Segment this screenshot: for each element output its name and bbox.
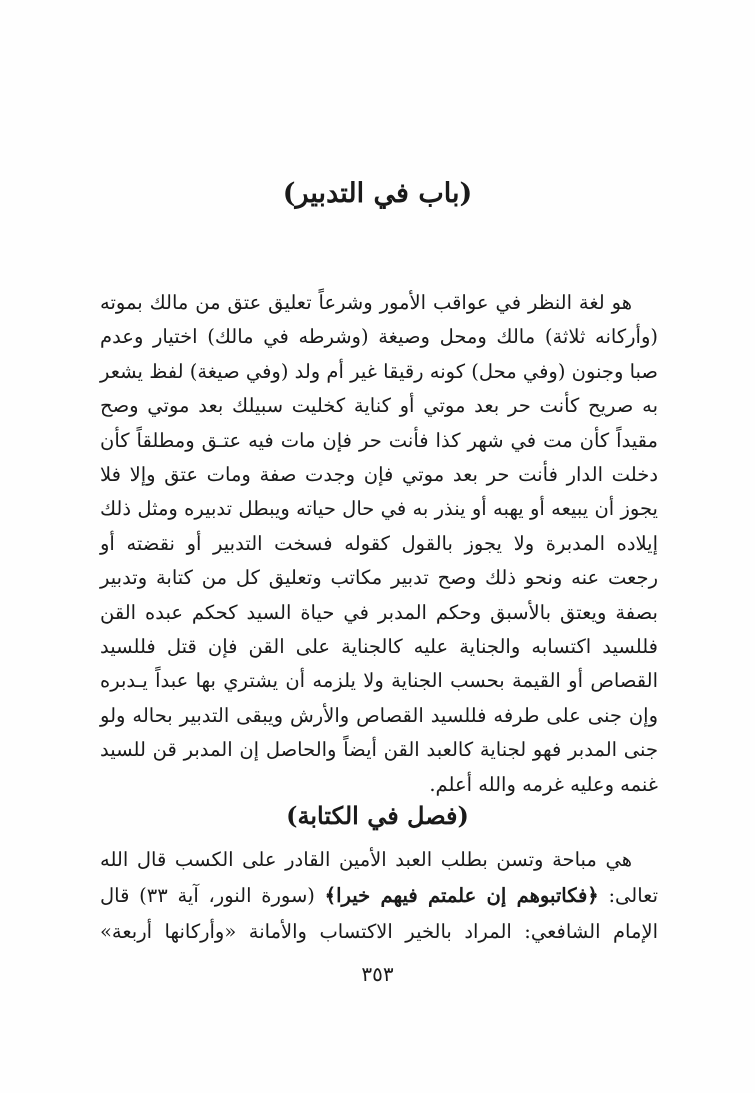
- section-paragraph: [100, 842, 658, 950]
- quran-verse: ﴿فكاتبوهم إن علمتم فيهم خيرا﴾: [324, 884, 599, 907]
- main-paragraph: هو لغة النظر في عواقب الأمور وشرعاً تعليق عتق من مالك بموته (وأركانه ثلاثة) مالك ومحل وصيغة (وشرطه في مالك) اختيار وعدم صبا وجنون (وفي محل) كونه رقيقا غير أم ولد (وفي صيغة) لفظ يشعر به صريح كأنت حر بعد موتي أو كناية كخليت سبيلك بعد موتي وصح مقيداً كأن مت في شهر كذا فأنت حر فإن مات فيه عتـق ومطلقاً كأن دخلت الدار فأنت حر بعد موتي فإن وجدت صفة ومات عتق وإلا فلا يجوز أن يبيعه أو يهبه أو ينذر به في حال حياته ويبطل تدبيره ومثل ذلك إيلاده المدبرة ولا يجوز بالقول كقوله فسخت التدبير أو نقضته أو رجعت عنه ونحو ذلك وصح تدبير مكاتب وتعليق كل من كتابة وتدبير بصفة ويعتق بالأسبق وحكم المدبر في حياة السيد كحكم عبده القن فللسيد اكتسابه والجناية عليه كالجناية على القن فإن قتل فللسيد القصاص أو القيمة بحسب الجناية ولا يلزمه أن يشتري بها عبداً يـدبره وإن جنى على طرفه فللسيد القصاص والأرش ويبقى التدبير بحاله ولو جنى المدبر فهو لجناية كالعبد القن أيضاً والحاصل إن المدبر قن للسيد غنمه وعليه غرمه والله أعلم.: [100, 291, 658, 796]
- chapter-title: (باب في التدبير): [282, 178, 473, 209]
- main-text-block: [100, 286, 658, 802]
- page-number: ٣٥٣: [361, 962, 394, 986]
- section-text-after: (سورة النور، آية ٣٣) قال الإمام الشافعي: المراد بالخير الاكتساب والأمانة «وأركانها أربعة»: [100, 884, 658, 943]
- section-text-block: [100, 842, 658, 950]
- section-title: (فصل في الكتابة): [286, 801, 469, 830]
- section-text-before: هي مباحة وتسن بطلب العبد الأمين القادر على الكسب قال الله تعالى:: [100, 848, 658, 907]
